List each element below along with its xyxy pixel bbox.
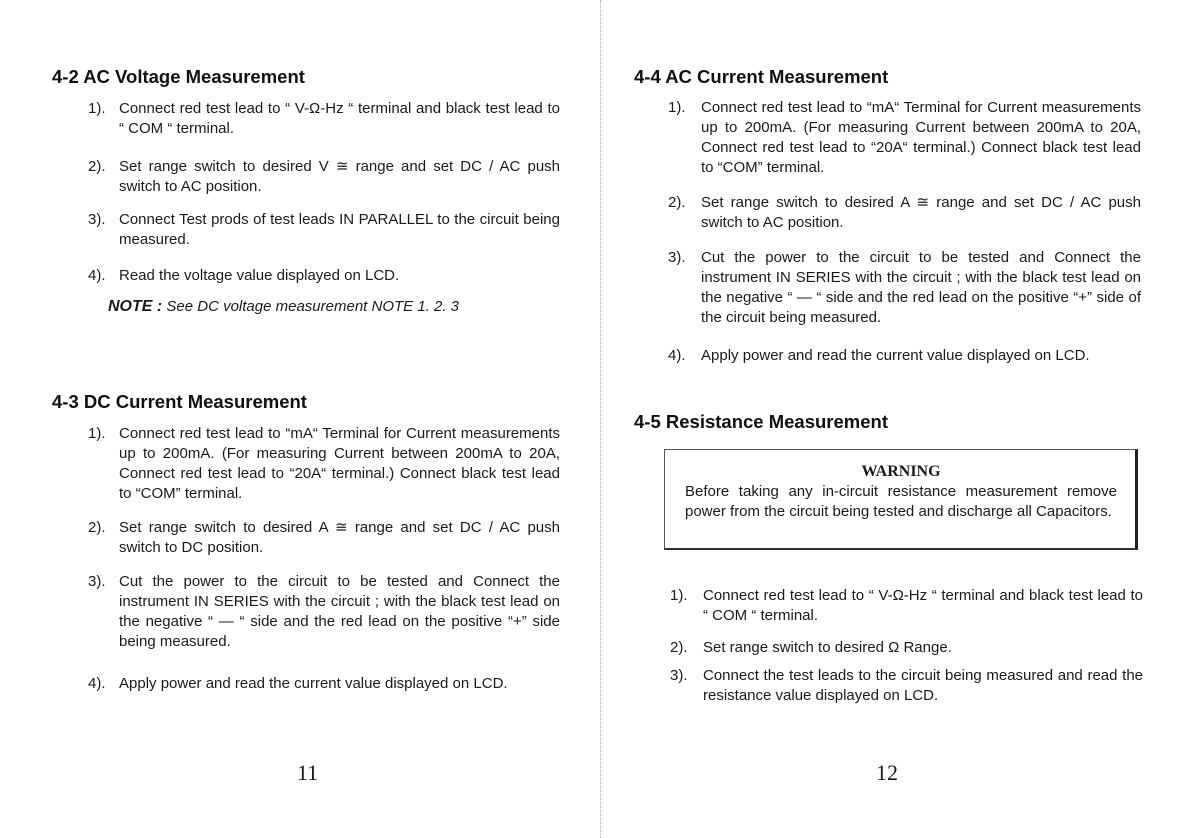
item-text: Connect red test lead to “mA“ Terminal for Current measurements up to 200mA. (For measuring Current between 200mA to 20A, Connect red test lead to “20A“ terminal.) Connect black test lead to “COM” terminal. bbox=[701, 99, 1141, 176]
section-heading-resistance: 4-5 Resistance Measurement bbox=[634, 411, 888, 432]
item-number: 2). bbox=[88, 158, 106, 175]
section-heading-ac-current: 4-4 AC Current Measurement bbox=[634, 66, 889, 87]
item-text: Connect the test leads to the circuit being measured and read the resistance value displayed on LCD. bbox=[703, 667, 1143, 704]
page-number: 12 bbox=[876, 760, 898, 785]
item-number: 4). bbox=[668, 347, 686, 364]
item-number: 1). bbox=[88, 425, 106, 442]
item-text: Set range switch to desired Ω Range. bbox=[703, 639, 952, 656]
item-number: 4). bbox=[88, 675, 106, 692]
item-number: 1). bbox=[670, 587, 688, 604]
item-number: 2). bbox=[668, 194, 686, 211]
note-text: See DC voltage measurement NOTE 1. 2. 3 bbox=[166, 298, 460, 315]
item-text: Set range switch to desired V ≅ range and set DC / AC push switch to AC position. bbox=[119, 158, 560, 195]
item-text: Cut the power to the circuit to be tested and Connect the instrument IN SERIES with the circuit ; with the black test lead on the negative “ — “ side and the red lead on the positive “+” side of the circuit being measured. bbox=[701, 249, 1141, 326]
item-text: Connect red test lead to “ V-Ω-Hz “ terminal and black test lead to “ COM “ terminal. bbox=[703, 587, 1143, 624]
item-number: 1). bbox=[668, 99, 686, 116]
item-number: 2). bbox=[88, 519, 106, 536]
note-label: NOTE : bbox=[108, 298, 163, 315]
page-gutter-divider bbox=[600, 0, 601, 838]
item-text: Connect red test lead to “mA“ Terminal for Current measurements up to 200mA. (For measuring Current between 200mA to 20A, Connect red test lead to “20A“ terminal.) Connect black test lead to “COM” terminal. bbox=[119, 425, 560, 502]
item-number: 1). bbox=[88, 100, 106, 117]
page-number: 11 bbox=[297, 760, 319, 785]
item-text: Cut the power to the circuit to be tested and Connect the instrument IN SERIES with the circuit ; with the black test lead on the negative “ — “ side and the red lead on the positive “+” side being measured. bbox=[119, 573, 560, 650]
item-text: Set range switch to desired A ≅ range and set DC / AC push switch to AC position. bbox=[701, 194, 1141, 231]
section-heading-ac-voltage: 4-2 AC Voltage Measurement bbox=[52, 66, 305, 87]
warning-title: WARNING bbox=[861, 463, 941, 480]
item-number: 3). bbox=[670, 667, 688, 684]
item-number: 3). bbox=[88, 573, 106, 590]
item-text: Read the voltage value displayed on LCD. bbox=[119, 267, 400, 284]
warning-text: Before taking any in-circuit resistance measurement remove power from the circuit being tested and discharge all Capacitors. bbox=[685, 483, 1117, 520]
item-number: 3). bbox=[88, 211, 106, 228]
warning-box bbox=[664, 449, 1138, 550]
item-number: 4). bbox=[88, 267, 106, 284]
note bbox=[108, 298, 459, 316]
section-heading-dc-current: 4-3 DC Current Measurement bbox=[52, 391, 307, 412]
item-number: 2). bbox=[670, 639, 688, 656]
item-text: Connect Test prods of test leads IN PARALLEL to the circuit being measured. bbox=[119, 211, 560, 248]
item-text: Apply power and read the current value displayed on LCD. bbox=[701, 347, 1090, 364]
item-text: Apply power and read the current value displayed on LCD. bbox=[119, 675, 508, 692]
item-text: Connect red test lead to “ V-Ω-Hz “ terminal and black test lead to “ COM “ terminal. bbox=[119, 100, 560, 137]
item-text: Set range switch to desired A ≅ range and set DC / AC push switch to DC position. bbox=[119, 519, 560, 556]
item-number: 3). bbox=[668, 249, 686, 266]
